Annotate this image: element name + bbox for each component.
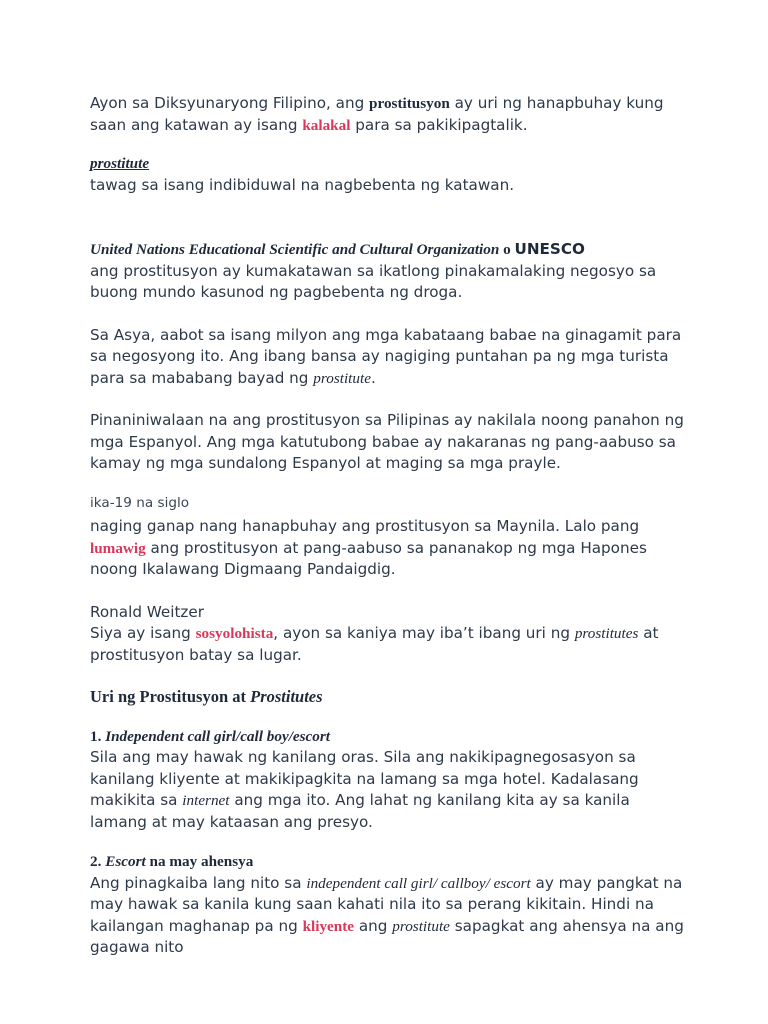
paragraph-asia [90,325,690,390]
paragraph-century [90,516,690,581]
text: at prostitusyon batay sa lugar. [90,624,659,664]
text: , ayon sa kaniya may iba’t ibang uri ng [273,624,575,642]
paragraph-type-2 [90,873,690,959]
item-number: 2. [90,853,106,870]
item-number: 1. [90,727,106,745]
unesco-heading [90,239,690,261]
item-title-rest: na may ahensya [145,853,254,870]
weitzer-name: Ronald Weitzer [90,602,204,621]
unesco-abbr: UNESCO [514,240,585,258]
term-prostitute [90,153,690,175]
paragraph-unesco: ang prostitusyon ay kumakatawan sa ikatlong pinakamalaking negosyo sa buong mundo kasunod ng pagbebenta ng droga. [90,261,657,301]
item-title-italic: Escort [105,853,146,870]
paragraph-weitzer [90,623,690,666]
item-title: Independent call girl/call boy/escort [105,727,331,745]
paragraph-prostitute-definition: tawag sa isang indibiduwal na nagbebenta ng katawan. [90,175,515,194]
section-heading [90,686,690,708]
text: ang mga ito. Ang lahat ng kanilang kita ay sa kanila lamang at may kataasan ang presyo. [90,791,630,831]
term-kliyente: kliyente [302,917,355,935]
text: ang [354,916,393,935]
text: o [499,241,515,258]
paragraph-definition [90,93,690,136]
text: ang prostitusyon at pang-aabuso sa pananakop ng mga Hapones noong Ikalawang Digmaang Pandaigdig. [90,538,647,578]
century-label: ika-19 na siglo [90,494,190,511]
heading-text: Uri ng Prostitusyon at [90,687,251,706]
term-label: prostitute [90,155,150,172]
paragraph-history: Pinaniniwalaan na ang prostitusyon sa Pilipinas ay nakilala noong panahon ng mga Espanyol. Ang mga katutubong babae ay nakaranas ng pang-aabuso sa kamay ng mga sundalong Espanyol at maging sa mga prayle. [90,411,684,472]
text: ay may pangkat na may hawak sa kanila kung saan kahati nila ito sa perang kikitain. Hindi na kailangan maghanap pa ng [90,873,683,935]
text: ay uri ng hanapbuhay kung saan ang katawan ay isang [90,94,664,134]
term-kalakal: kalakal [302,116,351,134]
term-prostitute: prostitute [392,917,450,935]
text: Ayon sa Diksyunaryong Filipino, ang [90,94,370,112]
heading-italic: Prostitutes [250,687,323,706]
text: . [370,368,376,387]
term-sosyolohista: sosyolohista [195,625,274,642]
text: Siya ay isang [90,624,196,642]
term-internet: internet [182,792,230,809]
text: Sa Asya, aabot sa isang milyon ang mga kabataang babae na ginagamit para sa negosyong ito. Ang ibang bansa ay nagiging puntahan pa ng mga turista para sa mababang bayad ng [90,325,682,387]
text: sapagkat ang ahensya na ang gagawa nito [90,916,684,956]
term-prostitute: prostitute [313,369,371,387]
text: naging ganap nang hanapbuhay ang prostitusyon sa Maynila. Lalo pang [90,517,640,535]
type-2-heading [90,851,690,873]
text: Sila ang may hawak ng kanilang oras. Sila ang nakikipagnegosasyon sa kanilang kliyente at makikipagkita na lamang sa mga hotel. Kadalasang makikita sa [90,748,639,809]
type-1-heading [90,726,690,748]
term-prostitutes: prostitutes [574,625,639,642]
text: para sa pakikipagtalik. [350,115,528,134]
document-body [90,93,690,959]
term-prostitusyon: prostitusyon [369,95,450,112]
paragraph-type-1 [90,747,690,833]
term-lumawig: lumawig [90,539,146,557]
term-independent: independent call girl/ callboy/ escort [306,874,531,892]
text: Ang pinagkaiba lang nito sa [90,873,307,892]
unesco-full-name: United Nations Educational Scientific and Cultural Organization [90,241,500,258]
